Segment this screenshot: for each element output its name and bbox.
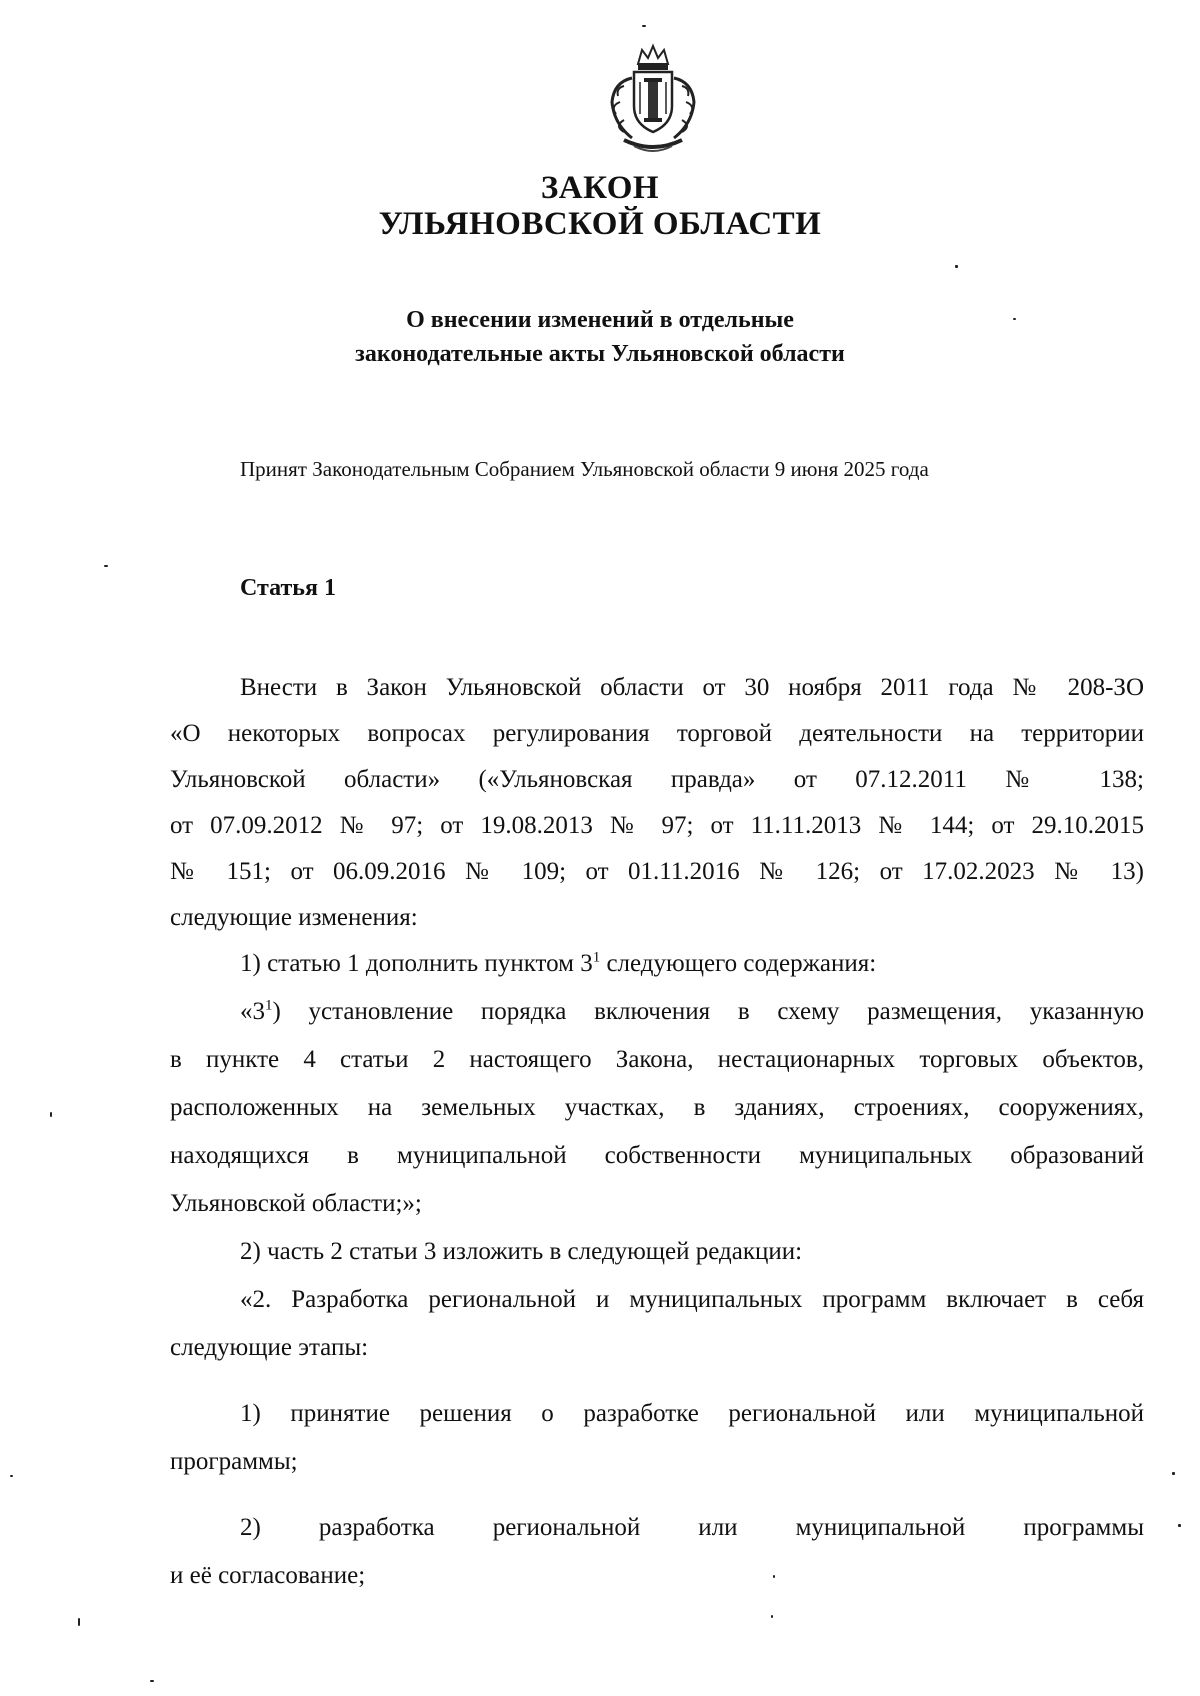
body-line: 2) часть 2 статьи 3 изложить в следующей редакции: xyxy=(240,1238,803,1265)
body-line: от 07.09.2012 № 97; от 19.08.2013 № 97; от 11.11.2013 № 144; от 29.10.2015 xyxy=(170,812,1144,839)
scan-speck xyxy=(1178,1524,1181,1527)
scan-speck xyxy=(642,25,646,27)
body-line: находящихся в муниципальной собственности муниципальных образований xyxy=(170,1142,1144,1169)
superscript: 1 xyxy=(592,949,601,966)
law-subtitle-line1: О внесении изменений в отдельные xyxy=(406,307,794,333)
law-title-line1: ЗАКОН xyxy=(540,170,660,206)
scan-speck xyxy=(955,265,958,268)
adoption-note: Принят Законодательным Собранием Ульяновской области 9 июня 2025 года xyxy=(240,457,929,481)
body-line: «О некоторых вопросах регулирования торговой деятельности на территории xyxy=(170,720,1144,747)
body-line: «2. Разработка региональной и муниципальных программ включает в себя xyxy=(240,1286,1144,1313)
body-line: 1) принятие решения о разработке региональной или муниципальной xyxy=(240,1400,1144,1427)
scan-speck xyxy=(1013,318,1016,320)
law-subtitle-line2: законодательные акты Ульяновской области xyxy=(355,341,845,367)
scan-speck xyxy=(773,1575,775,1578)
body-line xyxy=(240,995,1144,1029)
law-title-line2: УЛЬЯНОВСКОЙ ОБЛАСТИ xyxy=(378,206,822,242)
scan-speck xyxy=(78,1618,80,1626)
body-line: № 151; от 06.09.2016 № 109; от 01.11.2016 № 126; от 17.02.2023 № 13) xyxy=(170,858,1144,885)
scan-speck xyxy=(10,1475,13,1477)
scan-speck xyxy=(104,565,108,567)
coat-of-arms-emblem xyxy=(594,42,712,160)
scan-speck xyxy=(50,1112,52,1117)
body-line: Ульяновской области» («Ульяновская правда» от 07.12.2011 № 138; xyxy=(170,766,1144,793)
item-text: 1) статью 1 дополнить пунктом 3 xyxy=(240,950,593,977)
scan-speck xyxy=(1172,1472,1175,1475)
item-text: «3 xyxy=(240,998,265,1025)
superscript: 1 xyxy=(265,997,273,1014)
body-line: Ульяновской области;»; xyxy=(170,1190,422,1217)
body-line: следующие изменения: xyxy=(170,904,418,931)
body-line: 2) разработка региональной или муниципальной программы xyxy=(240,1514,1144,1541)
body-line: расположенных на земельных участках, в зданиях, строениях, сооружениях, xyxy=(170,1094,1144,1121)
scan-speck xyxy=(771,1615,773,1618)
body-line xyxy=(240,947,876,981)
article-heading: Статья 1 xyxy=(240,575,336,601)
item-text: следующего содержания: xyxy=(600,950,877,977)
body-line: и её согласование; xyxy=(170,1562,366,1589)
scan-speck xyxy=(150,1680,154,1682)
body-line: в пункте 4 статьи 2 настоящего Закона, нестационарных торговых объектов, xyxy=(170,1046,1144,1073)
body-line: Внести в Закон Ульяновской области от 30 ноября 2011 года № 208-ЗО xyxy=(240,674,1144,701)
body-line: программы; xyxy=(170,1448,298,1475)
body-line: следующие этапы: xyxy=(170,1334,369,1361)
item-text: ) установление порядка включения в схему размещения, указанную xyxy=(272,998,1144,1025)
